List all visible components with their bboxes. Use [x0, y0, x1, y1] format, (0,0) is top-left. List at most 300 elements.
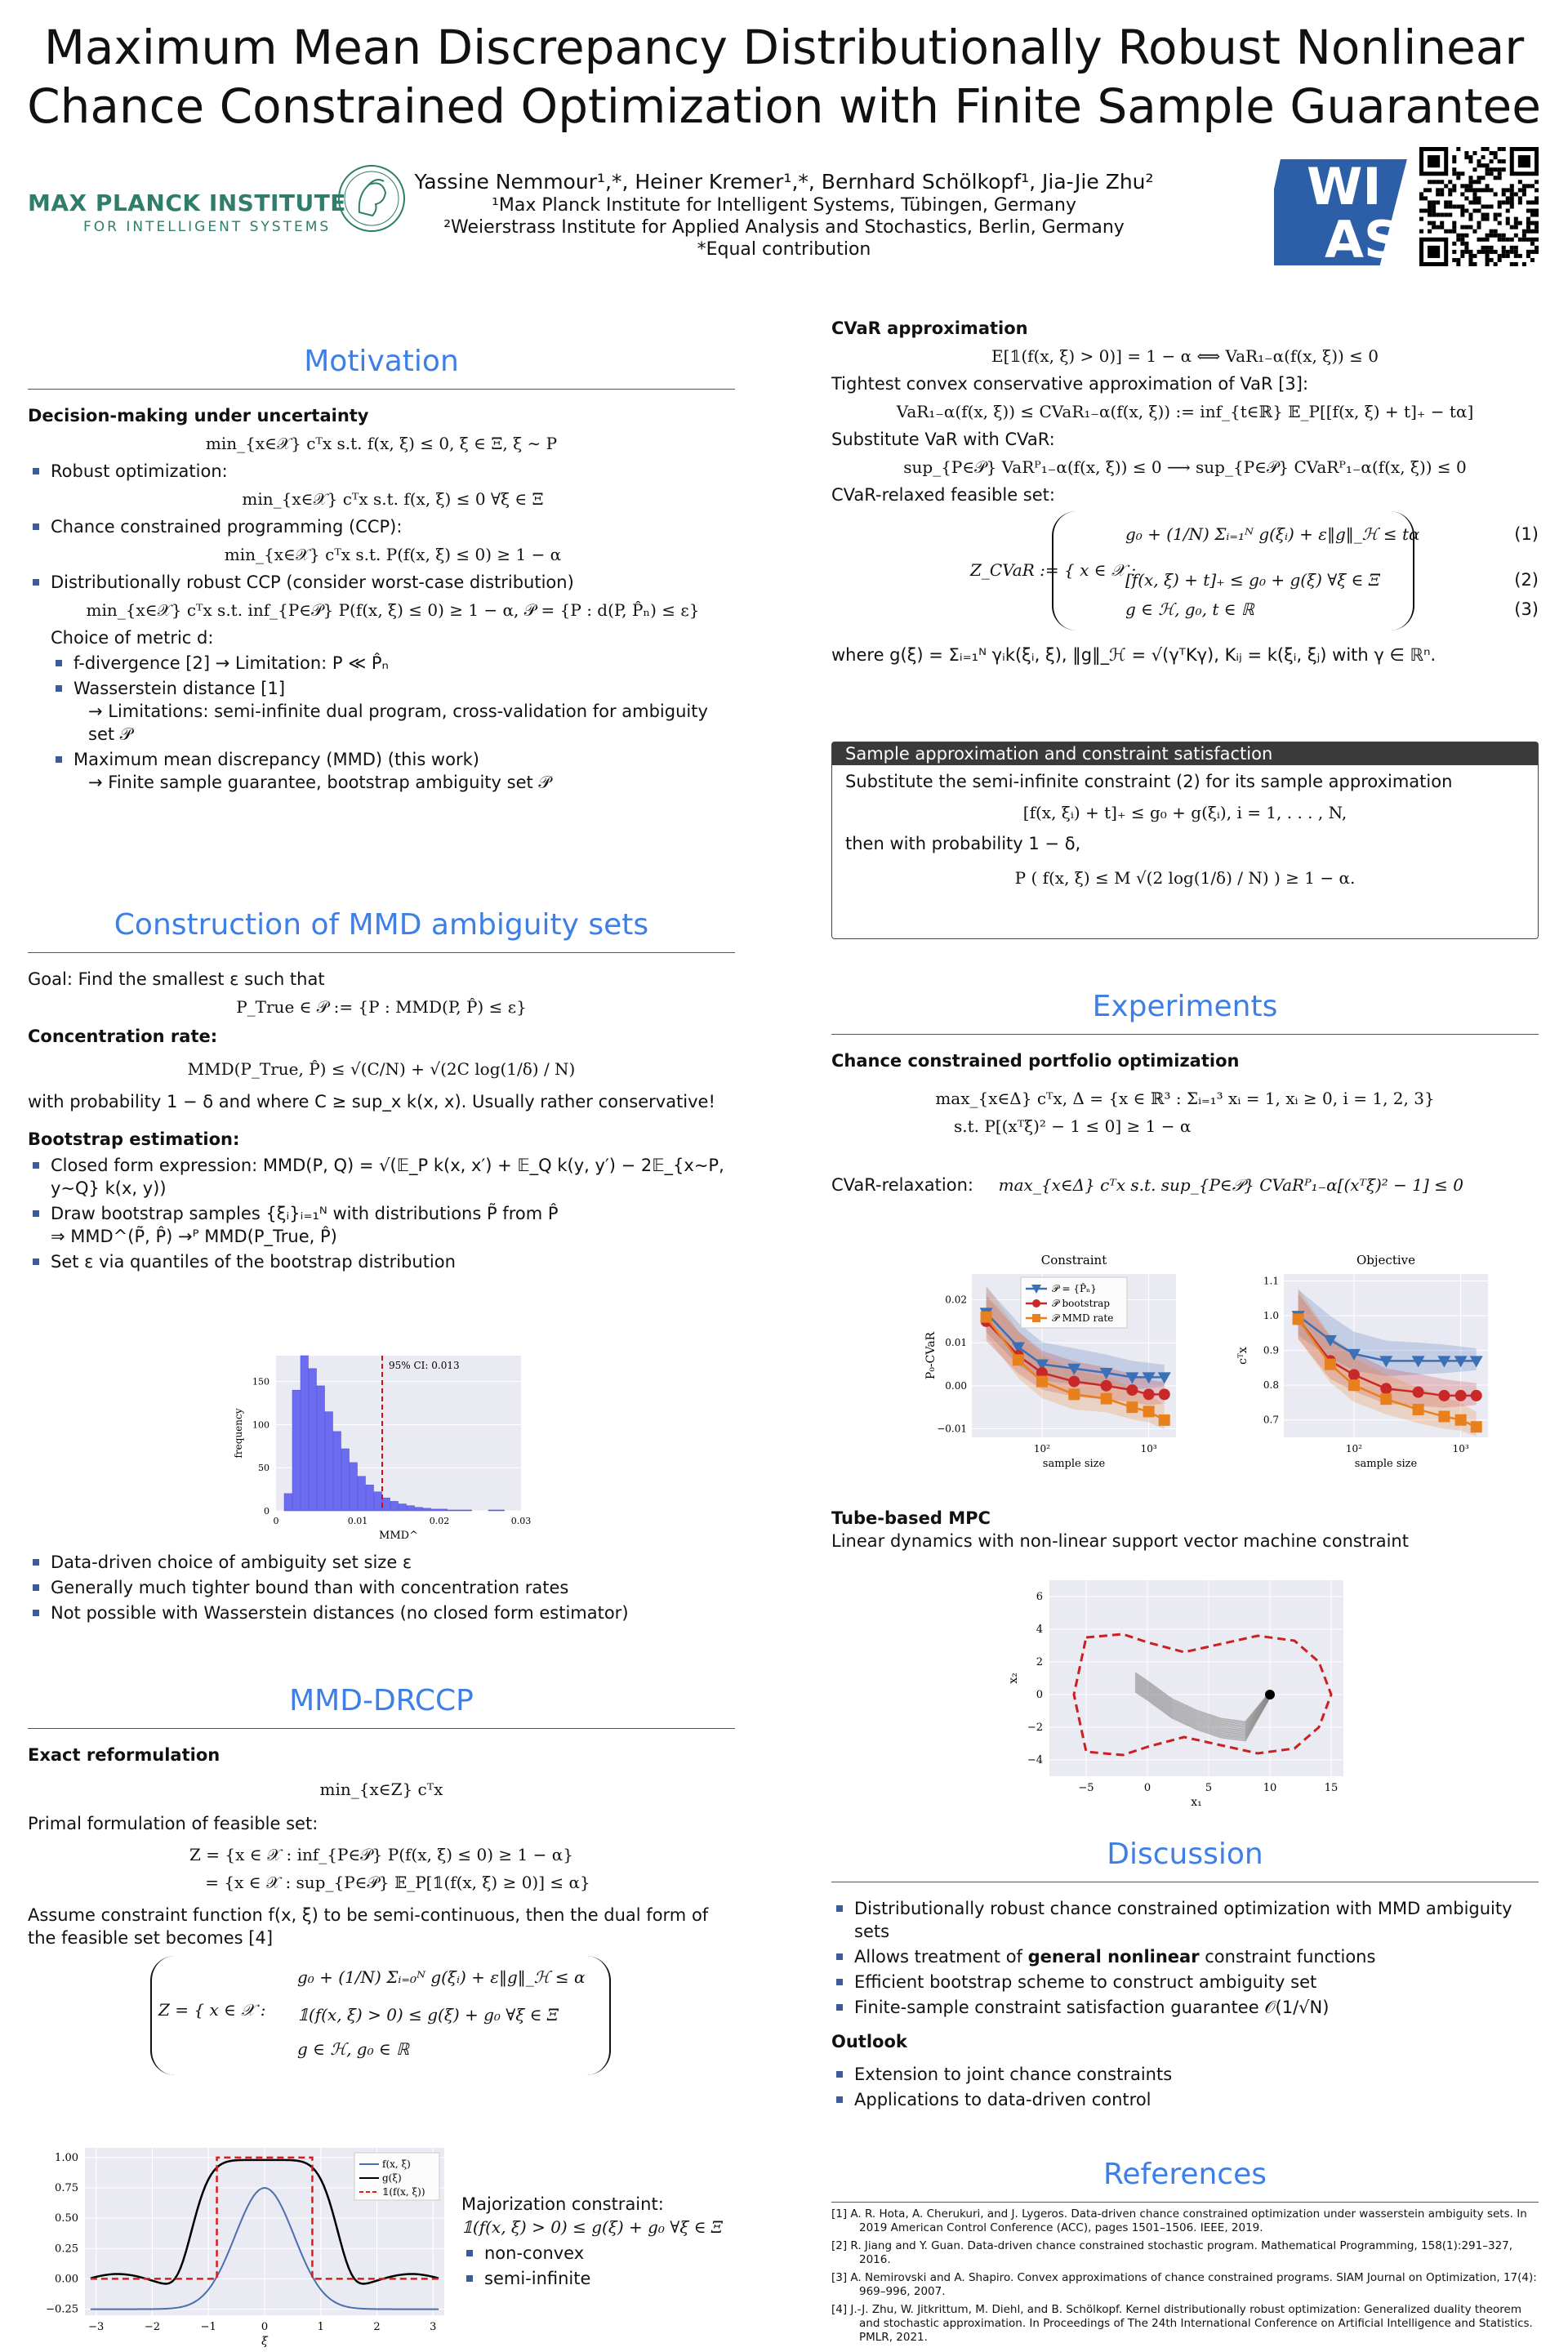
qr-module [1440, 221, 1444, 225]
qr-module [1530, 184, 1535, 188]
metric-choice [28, 626, 735, 794]
qr-module [1514, 192, 1518, 196]
data-point [1471, 1421, 1482, 1432]
qr-module [1419, 192, 1423, 196]
qr-module [1481, 213, 1486, 217]
histogram-bar [415, 1508, 423, 1511]
qr-module [1481, 147, 1486, 151]
histogram-bar [382, 1498, 390, 1511]
x-tick-label: −5 [1078, 1782, 1094, 1794]
metric-list [51, 652, 735, 794]
qr-module [1432, 221, 1436, 225]
y-tick-label: −0.01 [937, 1423, 967, 1435]
drccp-section [28, 1682, 735, 2078]
qr-module [1522, 188, 1526, 192]
qr-module [1432, 200, 1436, 204]
qr-module [1464, 196, 1468, 200]
qr-module [1477, 209, 1481, 213]
list-item-subtext: → Finite sample guarantee, bootstrap ambiguity set 𝒫 [88, 773, 551, 792]
qr-module [1472, 254, 1477, 258]
qr-module [1518, 196, 1522, 200]
list-item: f-divergence [2] → Limitation: P ≪ P̂ₙ [74, 652, 735, 675]
qr-module [1514, 262, 1518, 266]
qr-module [1498, 238, 1502, 242]
qr-module [1464, 234, 1468, 238]
qr-module [1477, 221, 1481, 225]
qr-module [1498, 221, 1502, 225]
qr-module [1535, 200, 1539, 204]
y-tick-label: 0 [264, 1506, 270, 1517]
mpc-subheading: Tube-based MPC [831, 1508, 991, 1528]
minerva-icon [335, 162, 408, 235]
y-tick-label: 0.01 [945, 1337, 967, 1349]
qr-module [1444, 229, 1448, 234]
qr-module [1452, 155, 1456, 159]
concentration-subheading: Concentration rate: [28, 1027, 218, 1046]
outlook-list [831, 2063, 1539, 2111]
qr-module [1452, 250, 1456, 254]
list-item: Finite-sample constraint satisfaction guarantee 𝒪(1/√N) [854, 1996, 1539, 2019]
qr-module [1472, 262, 1477, 266]
qr-module [1436, 180, 1440, 184]
qr-module [1452, 204, 1456, 208]
concentration-text: with probability 1 − δ and where C ≥ sup_x k(x, x). Usually rather conservative! [28, 1092, 715, 1111]
qr-module [1494, 234, 1498, 238]
data-point [1293, 1313, 1304, 1325]
qr-module [1481, 238, 1486, 242]
qr-module [1486, 213, 1490, 217]
x-tick-label: 0 [1143, 1782, 1152, 1794]
qr-module [1481, 204, 1486, 208]
qr-module [1502, 188, 1506, 192]
qr-module [1448, 180, 1452, 184]
qr-module [1490, 258, 1494, 262]
qr-module [1486, 238, 1490, 242]
qr-module [1514, 246, 1518, 250]
qr-module [1506, 254, 1510, 258]
y-axis-label: cᵀx [1236, 1347, 1250, 1365]
x-axis-label: sample size [1354, 1458, 1418, 1470]
qr-module [1502, 238, 1506, 242]
qr-module [1486, 234, 1490, 238]
data-point [1471, 1390, 1482, 1401]
qr-module [1419, 229, 1423, 234]
qr-module [1526, 209, 1530, 213]
reference-item: [2] R. Jiang and Y. Guan. Data-driven chance constrained stochastic program. Mathematical Programming, 158(1):291–327, 2016. [831, 2239, 1513, 2266]
bootstrap-histogram [229, 1348, 539, 1544]
discussion-section [831, 1836, 1539, 2114]
qr-module [1486, 184, 1490, 188]
data-point [1413, 1404, 1424, 1415]
motivation-eq-0: min_{x∈𝒳} cᵀx s.t. f(x, ξ) ≤ 0, ξ ∈ Ξ, ξ ∼ P [205, 434, 558, 453]
motivation-eq-1: min_{x∈𝒳} cᵀx s.t. f(x, ξ) ≤ 0 ∀ξ ∈ Ξ [242, 489, 544, 509]
qr-module [1522, 234, 1526, 238]
qr-module [1498, 213, 1502, 217]
qr-module [1498, 234, 1502, 238]
qr-module [1477, 196, 1481, 200]
majorization-list [461, 2242, 739, 2290]
qr-module [1522, 184, 1526, 188]
discussion-list [831, 1897, 1539, 2019]
poster-title [0, 18, 1568, 136]
outlook-subheading: Outlook [831, 2032, 907, 2051]
list-item: Data-driven choice of ambiguity set size ε [51, 1551, 735, 1574]
primal-label: Primal formulation of feasible set: [28, 1814, 318, 1833]
x-tick-label: 0 [261, 2321, 269, 2333]
data-point [1126, 1401, 1138, 1413]
qr-module [1530, 229, 1535, 234]
qr-module [1490, 151, 1494, 155]
legend-marker [1032, 1299, 1040, 1307]
x-tick-label: 10² [1345, 1443, 1362, 1454]
legend-label: 𝟙(f(x, ξ)) [382, 2186, 425, 2198]
cvar-relaxation-row [831, 1174, 1539, 1196]
sample-box-text-1: Substitute the semi-infinite constraint (2) for its sample approximation [845, 772, 1453, 791]
list-item-text: Draw bootstrap samples {ξᵢ}ᵢ₌₁ᴺ with distributions P̃ from P̂ [51, 1204, 559, 1223]
author-block [408, 170, 1160, 261]
histogram-bar [325, 1412, 333, 1511]
qr-module [1486, 246, 1490, 250]
qr-module [1440, 213, 1444, 217]
qr-module [1460, 254, 1464, 258]
qr-module [1452, 225, 1456, 229]
list-item: Set ε via quantiles of the bootstrap distribution [51, 1250, 735, 1273]
y-tick-label: 50 [258, 1463, 270, 1474]
qr-module [1428, 200, 1432, 204]
legend-label: g(ξ) [382, 2172, 402, 2184]
histogram-bar [399, 1504, 407, 1511]
qr-module [1514, 217, 1518, 221]
x-tick-label: −2 [144, 2321, 161, 2333]
eq-number-3: (3) [1514, 599, 1539, 619]
qr-module [1526, 225, 1530, 229]
qr-module [1440, 180, 1444, 184]
qr-module [1477, 176, 1481, 180]
qr-finder [1428, 246, 1440, 258]
x-tick-label: 1 [317, 2321, 324, 2333]
qr-module [1494, 229, 1498, 234]
qr-module [1464, 242, 1468, 246]
qr-module [1510, 188, 1514, 192]
legend-label: 𝒫 MMD rate [1052, 1312, 1114, 1324]
qr-module [1490, 246, 1494, 250]
qr-module [1444, 200, 1448, 204]
qr-module [1477, 188, 1481, 192]
y-tick-label: 1.0 [1263, 1310, 1279, 1322]
cvar-set-lhs: Z_CVaR := { x ∈ 𝒳 : [970, 560, 1137, 580]
qr-module [1506, 188, 1510, 192]
data-point [1143, 1405, 1155, 1417]
qr-module [1494, 167, 1498, 172]
legend-label: f(x, ξ) [382, 2158, 411, 2170]
qr-module [1530, 213, 1535, 217]
qr-module [1436, 192, 1440, 196]
qr-module [1481, 176, 1486, 180]
qr-module [1535, 188, 1539, 192]
qr-module [1452, 221, 1456, 225]
cvar-section [831, 317, 1539, 666]
x-tick-label: 10³ [1452, 1443, 1469, 1454]
qr-module [1510, 250, 1514, 254]
data-point [1159, 1414, 1170, 1426]
qr-module [1448, 200, 1452, 204]
qr-module [1486, 254, 1490, 258]
motivation-subheading: Decision-making under uncertainty [28, 406, 369, 425]
x-tick-label: 0.03 [510, 1516, 532, 1526]
y-tick-label: 0.25 [55, 2243, 78, 2256]
sample-box-header: Sample approximation and constraint satisfaction [832, 742, 1538, 765]
histogram-bar [407, 1506, 415, 1511]
qr-module [1432, 180, 1436, 184]
qr-module [1460, 225, 1464, 229]
qr-module [1502, 250, 1506, 254]
x-tick-label: 0.01 [347, 1516, 368, 1526]
qr-module [1460, 204, 1464, 208]
histogram-bar [448, 1510, 456, 1511]
qr-module [1494, 176, 1498, 180]
list-item [74, 748, 735, 794]
data-point [1380, 1393, 1392, 1405]
data-point [1438, 1410, 1450, 1422]
list-item: Efficient bootstrap scheme to construct ambiguity set [854, 1971, 1539, 1993]
qr-module [1481, 163, 1486, 167]
qr-module [1464, 151, 1468, 155]
references-heading: References [831, 2156, 1539, 2203]
qr-module [1460, 172, 1464, 176]
qr-module [1518, 188, 1522, 192]
qr-module [1498, 204, 1502, 208]
qr-module [1530, 242, 1535, 246]
qr-module [1510, 238, 1514, 242]
qr-module [1436, 200, 1440, 204]
data-point [981, 1312, 992, 1323]
x-axis-label: sample size [1042, 1458, 1106, 1470]
y-tick-label: 0.8 [1263, 1379, 1279, 1392]
qr-module [1464, 209, 1468, 213]
qr-module [1452, 159, 1456, 163]
qr-module [1432, 225, 1436, 229]
qr-module [1423, 188, 1428, 192]
qr-module [1440, 192, 1444, 196]
qr-finder [1428, 155, 1440, 167]
equal-contribution-note: *Equal contribution [697, 239, 871, 260]
qr-module [1481, 188, 1486, 192]
dual-set-line-1: g₀ + (1/N) Σᵢ₌₀ᴺ g(ξᵢ) + ε‖g‖_ℋ ≤ α [297, 1967, 586, 1987]
x-tick-label: 2 [373, 2321, 381, 2333]
list-item: Generally much tighter bound than with concentration rates [51, 1576, 735, 1599]
qr-module [1490, 167, 1494, 172]
list-item-text: Distributionally robust CCP (consider worst-case distribution) [51, 572, 574, 592]
qr-module [1468, 217, 1472, 221]
drccp-subheading: Exact reformulation [28, 1745, 220, 1765]
qr-module [1452, 258, 1456, 262]
qr-module [1518, 238, 1522, 242]
data-point [1013, 1354, 1024, 1365]
qr-finder [1518, 155, 1530, 167]
majorization-eq: 𝟙(f(x, ξ) > 0) ≤ g(ξ) + g₀ ∀ξ ∈ Ξ [461, 2217, 723, 2237]
reference-item: [3] A. Nemirovski and A. Shapiro. Convex approximations of chance constrained programs. SIAM Journal on Optimization, 17(4): 969–996, 2007. [831, 2271, 1537, 2298]
qr-module [1481, 155, 1486, 159]
motivation-section [28, 343, 735, 797]
data-point [1380, 1383, 1392, 1394]
qr-module [1490, 250, 1494, 254]
qr-module [1502, 167, 1506, 172]
construction-section [28, 906, 735, 1276]
qr-module [1526, 250, 1530, 254]
qr-module [1510, 246, 1514, 250]
y-tick-label: −4 [1027, 1754, 1043, 1766]
qr-module [1464, 184, 1468, 188]
qr-module [1498, 147, 1502, 151]
data-point [1159, 1388, 1170, 1400]
construction-eq-goal: P_True ∈ 𝒫 := {P : MMD(P, P̂) ≤ ε} [236, 997, 527, 1017]
qr-module [1518, 180, 1522, 184]
qr-module [1518, 200, 1522, 204]
list-item-text: Chance constrained programming (CCP): [51, 517, 403, 537]
conclusion-list [28, 1551, 735, 1624]
qr-module [1468, 250, 1472, 254]
qr-module [1423, 209, 1428, 213]
qr-module [1490, 204, 1494, 208]
list-item: Closed form expression: MMD(P, Q) = √(𝔼_P k(x, x′) + 𝔼_Q k(y, y′) − 2𝔼_{x∼P, y∼Q} k(x, y)) [51, 1154, 735, 1200]
y-axis-label: frequency [233, 1408, 244, 1459]
y-tick-label: 1.00 [55, 2151, 78, 2164]
cvar-eq-1: E[𝟙(f(x, ξ) > 0)] = 1 − α ⟺ VaR₁₋α(f(x, ξ)) ≤ 0 [991, 346, 1379, 366]
y-tick-label: 2 [1036, 1656, 1043, 1668]
qr-module [1502, 246, 1506, 250]
list-item: Applications to data-driven control [854, 2088, 1539, 2111]
x-tick-label: 10² [1033, 1443, 1050, 1454]
qr-module [1468, 200, 1472, 204]
qr-code-icon[interactable] [1419, 147, 1539, 266]
qr-module [1486, 172, 1490, 176]
y-tick-label: 0.00 [945, 1379, 967, 1392]
cvar-relaxation-label: CVaR-relaxation: [831, 1175, 973, 1195]
y-tick-label: 0.00 [55, 2273, 78, 2286]
qr-module [1477, 250, 1481, 254]
qr-module [1535, 213, 1539, 217]
qr-module [1452, 167, 1456, 172]
qr-module [1494, 262, 1498, 266]
qr-module [1472, 192, 1477, 196]
data-point [1101, 1393, 1112, 1405]
qr-module [1460, 238, 1464, 242]
qr-module [1472, 188, 1477, 192]
dual-set-line-2: 𝟙(f(x, ξ) > 0) ≤ g(ξ) + g₀ ∀ξ ∈ Ξ [297, 2005, 559, 2025]
qr-module [1506, 217, 1510, 221]
qr-module [1456, 234, 1460, 238]
chart-title: Objective [1356, 1253, 1416, 1267]
qr-module [1456, 258, 1460, 262]
portfolio-subheading: Chance constrained portfolio optimization [831, 1051, 1240, 1071]
y-tick-label: 1.1 [1263, 1275, 1279, 1287]
reference-item: [1] A. R. Hota, A. Cherukuri, and J. Lygeros. Data-driven chance constrained optimization under wasserstein ambiguity sets. In 2019 American Control Conference (ACC), pages 1501–1506. IEEE, 2019. [831, 2207, 1527, 2234]
qr-module [1514, 254, 1518, 258]
sample-box-eq-1: [f(x, ξᵢ) + t]₊ ≤ g₀ + g(ξᵢ), i = 1, . . . , N, [1022, 803, 1348, 822]
concentration-eq: MMD(P_True, P̂) ≤ √(C/N) + √(2C log(1/δ) / N) [187, 1059, 576, 1079]
qr-module [1490, 188, 1494, 192]
list-item: semi-infinite [484, 2267, 739, 2290]
chart-title: Constraint [1040, 1253, 1107, 1267]
affiliation-1: ¹Max Planck Institute for Intelligent Systems, Tübingen, Germany [492, 195, 1076, 216]
histogram-bar [366, 1485, 374, 1511]
dual-feasible-set [28, 1956, 735, 2078]
list-item-text: Allows treatment of [854, 1947, 1028, 1967]
qr-module [1477, 200, 1481, 204]
cvar-set-line-3: g ∈ ℋ, g₀, t ∈ ℝ [1125, 599, 1254, 619]
qr-module [1468, 176, 1472, 180]
histogram-bar [488, 1510, 497, 1511]
mpi-logo [24, 162, 400, 243]
sample-box-body [832, 765, 1538, 906]
histogram-bar [423, 1508, 431, 1511]
data-point [1068, 1388, 1080, 1400]
qr-module [1481, 246, 1486, 250]
histogram-bar [358, 1477, 366, 1511]
wias-logo-text-1: WI [1307, 157, 1382, 216]
qr-module [1477, 180, 1481, 184]
motivation-eq-2: min_{x∈𝒳} cᵀx s.t. P(f(x, ξ) ≤ 0) ≥ 1 − α [224, 545, 562, 564]
qr-module [1460, 234, 1464, 238]
qr-module [1535, 250, 1539, 254]
sample-box-text-2: then with probability 1 − δ, [845, 834, 1081, 853]
cvar-eq-3: sup_{P∈𝒫} VaRᴾ₁₋α(f(x, ξ)) ≤ 0 ⟶ sup_{P∈𝒫} CVaRᴾ₁₋α(f(x, ξ)) ≤ 0 [903, 457, 1467, 477]
qr-module [1502, 234, 1506, 238]
qr-module [1460, 242, 1464, 246]
bootstrap-subheading: Bootstrap estimation: [28, 1129, 240, 1149]
qr-module [1444, 204, 1448, 208]
qr-module [1452, 172, 1456, 176]
qr-module [1428, 180, 1432, 184]
data-point [1126, 1384, 1138, 1396]
ci-annotation: 95% CI: 0.013 [389, 1360, 460, 1371]
histogram-bar [456, 1510, 464, 1511]
qr-module [1456, 204, 1460, 208]
qr-module [1448, 229, 1452, 234]
y-tick-label: 4 [1036, 1624, 1043, 1636]
reference-item: [4] J.-J. Zhu, W. Jitkrittum, M. Diehl, and B. Schölkopf. Kernel distributionally robust optimization: Generalized duality theorem and stochastic approximation. In Proceedings of The 24th International Conference on Artificial Intelligence and Statistics. PMLR, 2021. [831, 2303, 1533, 2344]
y-tick-label: 100 [252, 1419, 270, 1431]
qr-module [1498, 200, 1502, 204]
qr-module [1423, 196, 1428, 200]
qr-module [1535, 225, 1539, 229]
qr-module [1432, 213, 1436, 217]
qr-module [1486, 250, 1490, 254]
initial-state-marker [1265, 1690, 1275, 1699]
y-tick-label: 0.75 [55, 2182, 78, 2195]
qr-module [1486, 188, 1490, 192]
qr-module [1514, 225, 1518, 229]
list-item: Extension to joint chance constraints [854, 2063, 1539, 2086]
majorization-text [461, 2193, 739, 2293]
qr-module [1456, 262, 1460, 266]
cvar-text-2: Substitute VaR with CVaR: [831, 430, 1055, 449]
qr-module [1477, 238, 1481, 242]
y-tick-label: −0.25 [46, 2303, 78, 2316]
qr-module [1472, 196, 1477, 200]
qr-module [1490, 229, 1494, 234]
histogram-bar [350, 1463, 358, 1511]
y-tick-label: 6 [1036, 1591, 1043, 1603]
qr-module [1510, 192, 1514, 196]
qr-module [1468, 155, 1472, 159]
references-section [831, 2156, 1539, 2349]
mpi-logo-subtext: FOR INTELLIGENT SYSTEMS [83, 219, 332, 235]
data-point [1438, 1390, 1450, 1401]
qr-module [1452, 184, 1456, 188]
qr-module [1526, 238, 1530, 242]
qr-module [1494, 192, 1498, 196]
